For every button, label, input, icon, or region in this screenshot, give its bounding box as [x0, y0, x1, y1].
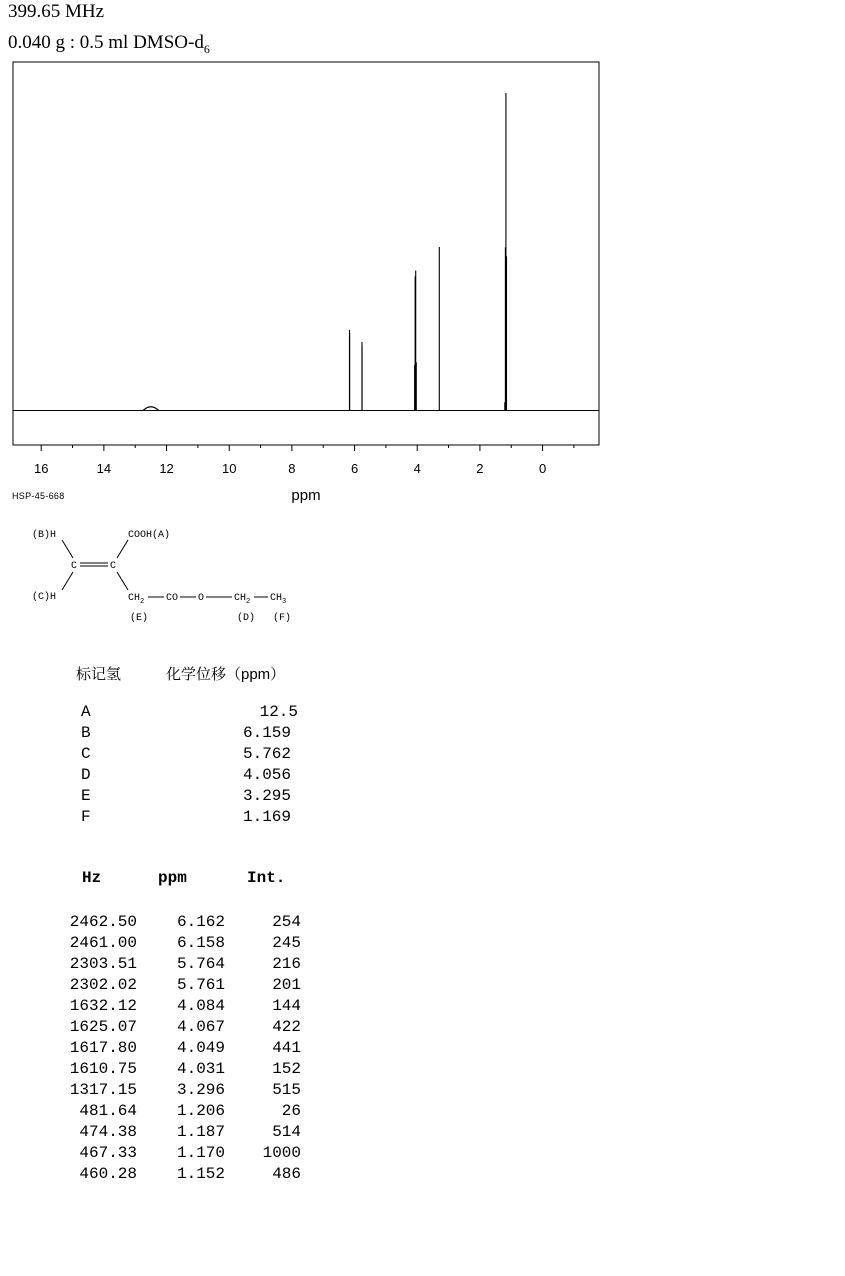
struct-label-bh: (B)H — [32, 530, 57, 541]
peak-row — [50, 1038, 310, 1059]
peak-intensity: 201 — [272, 976, 301, 994]
struct-label-e: (E) — [130, 613, 149, 624]
peak-intensity: 422 — [272, 1018, 301, 1036]
peak-ppm: 4.031 — [176, 1060, 225, 1078]
peak-hz: 1610.75 — [69, 1060, 137, 1078]
bond-c2-ch2 — [117, 572, 128, 590]
peak-ppm: 1.187 — [176, 1123, 225, 1141]
spectrometer-frequency: 399.65 MHz — [8, 1, 105, 22]
struct-ch2-d-text: CH — [234, 593, 247, 604]
peak-intensity: 144 — [272, 997, 301, 1015]
struct-ch2-e-sub: 2 — [140, 598, 145, 606]
peak-hz: 2461.00 — [69, 934, 137, 952]
x-tick-label: 12 — [159, 461, 174, 476]
peak-hz: 1617.80 — [69, 1039, 137, 1057]
peak-intensity: 152 — [272, 1060, 301, 1078]
peak-ppm: 4.067 — [176, 1018, 225, 1036]
peak-row — [50, 1164, 310, 1185]
x-tick-label: 14 — [96, 461, 112, 476]
peak-row — [50, 933, 310, 954]
peak-intensity: 1000 — [262, 1144, 301, 1162]
assignment-shift: 6.159 — [242, 724, 291, 742]
peak-intensity: 515 — [272, 1081, 301, 1099]
struct-ch2-d-sub: 2 — [246, 598, 251, 606]
peak-intensity: 254 — [272, 913, 301, 931]
nmr-spectrum-chart — [0, 0, 845, 510]
peak-ppm: 4.084 — [176, 997, 225, 1015]
peak-intensity: 441 — [272, 1039, 301, 1057]
peak-hz: 467.33 — [79, 1144, 137, 1162]
peak-ppm: 1.170 — [176, 1144, 225, 1162]
peak-row — [50, 1059, 310, 1080]
assignment-header — [76, 663, 286, 684]
struct-co: CO — [166, 593, 179, 604]
peak-ppm: 3.296 — [176, 1081, 225, 1099]
peak-ppm: 1.152 — [176, 1165, 225, 1183]
assignment-row — [81, 786, 321, 807]
col-header-int: Int. — [247, 869, 286, 887]
assignment-shift: 5.762 — [242, 745, 291, 763]
assignment-header-shift: 化学位移（ppm） — [166, 666, 286, 683]
struct-ch3-f — [270, 593, 286, 606]
assignment-row — [81, 765, 321, 786]
assignment-shift: 12.5 — [259, 703, 298, 721]
x-tick-label: 10 — [221, 461, 237, 476]
bond-h-c1-top — [62, 540, 73, 558]
struct-o: O — [198, 593, 205, 604]
peak-intensity: 514 — [272, 1123, 301, 1141]
sample-text: 0.040 g : 0.5 ml DMSO-d — [8, 32, 204, 53]
assignment-row — [81, 744, 321, 765]
peak-row — [50, 954, 310, 975]
peak-ppm: 4.049 — [176, 1039, 225, 1057]
peak-intensity: 245 — [272, 934, 301, 952]
sample-code: HSP-45-668 — [12, 491, 65, 501]
struct-label-f: (F) — [273, 613, 292, 624]
assignment-label: A — [81, 703, 91, 721]
peak-hz: 1625.07 — [69, 1018, 137, 1036]
assignment-label: B — [81, 724, 91, 742]
peak-intensity: 216 — [272, 955, 301, 973]
peak-row — [50, 912, 310, 933]
peak-ppm: 1.206 — [176, 1102, 225, 1120]
assignment-label: D — [81, 766, 91, 784]
struct-label-ch: (C)H — [32, 592, 57, 603]
struct-ch3-f-sub: 3 — [282, 598, 287, 606]
peak-hz: 2462.50 — [69, 913, 137, 931]
peak-intensity: 486 — [272, 1165, 301, 1183]
peak-row — [50, 975, 310, 996]
sample-subscript: 6 — [203, 41, 210, 56]
peak-ppm: 6.162 — [176, 913, 225, 931]
col-header-ppm: ppm — [158, 869, 187, 887]
col-header-hz: Hz — [82, 869, 102, 887]
struct-label-cooh: COOH(A) — [128, 530, 171, 541]
peak-row — [50, 1101, 310, 1122]
peak-row — [50, 1080, 310, 1101]
assignment-table — [81, 702, 321, 828]
assignment-header-label: 标记氢 — [76, 666, 122, 683]
assignment-row — [81, 807, 321, 828]
x-tick-label: 2 — [476, 461, 484, 476]
bond-h-c1-bottom — [62, 572, 73, 590]
peak-list-rows — [50, 912, 310, 1185]
peak-hz: 474.38 — [79, 1123, 137, 1141]
peak-row — [50, 1017, 310, 1038]
bond-c2-cooh — [117, 540, 128, 558]
struct-ch2-e — [128, 593, 144, 606]
x-tick-label: 4 — [413, 461, 421, 476]
peak-hz: 481.64 — [79, 1102, 137, 1120]
peak-ppm: 5.761 — [176, 976, 225, 994]
peak-ppm: 5.764 — [176, 955, 225, 973]
struct-atom-c2: C — [110, 561, 117, 572]
struct-ch3-f-text: CH — [270, 593, 283, 604]
peak-hz: 2303.51 — [69, 955, 137, 973]
assignment-label: C — [81, 745, 91, 763]
spectrum-peak — [143, 407, 159, 411]
peak-row — [50, 1143, 310, 1164]
peak-row — [50, 1122, 310, 1143]
peak-ppm: 6.158 — [176, 934, 225, 952]
x-axis-label: ppm — [291, 487, 321, 504]
struct-label-d: (D) — [237, 613, 256, 624]
x-tick-label: 16 — [33, 461, 49, 476]
struct-ch2-d — [234, 593, 250, 606]
assignment-shift: 3.295 — [242, 787, 291, 805]
assignment-shift: 4.056 — [242, 766, 291, 784]
x-tick-label: 6 — [350, 461, 359, 476]
peak-hz: 460.28 — [79, 1165, 137, 1183]
peak-hz: 2302.02 — [69, 976, 137, 994]
x-tick-label: 0 — [538, 461, 547, 476]
struct-atom-c1: C — [71, 561, 78, 572]
assignment-shift: 1.169 — [242, 808, 291, 826]
peak-hz: 1632.12 — [69, 997, 137, 1015]
peak-intensity: 26 — [281, 1102, 301, 1120]
assignment-row — [81, 723, 321, 744]
peak-hz: 1317.15 — [69, 1081, 137, 1099]
assignment-row — [81, 702, 321, 723]
x-tick-label: 8 — [288, 461, 296, 476]
plot-frame — [13, 62, 599, 445]
assignment-label: E — [81, 787, 91, 805]
assignment-label: F — [81, 808, 91, 826]
molecular-structure — [20, 522, 320, 632]
peak-row — [50, 996, 310, 1017]
struct-ch2-e-text: CH — [128, 593, 141, 604]
